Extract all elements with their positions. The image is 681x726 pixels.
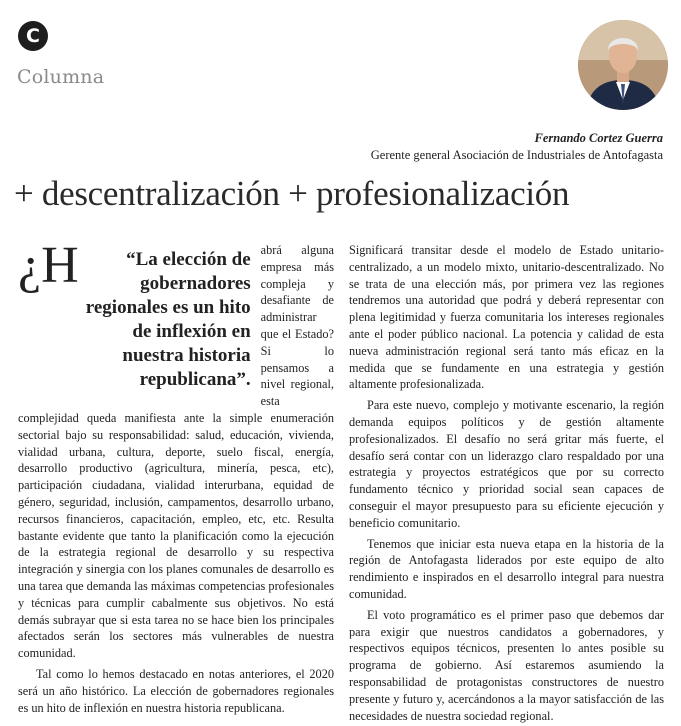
author-role: Gerente general Asociación de Industriales de Antofagasta bbox=[370, 148, 663, 162]
paragraph: El voto programático es el primer paso que debemos dar para exigir que nuestros candidatos a gobernadores, y respectivos equipos técnicos, presenten lo antes posible su programa de gobierno. Así estaremos asumiendo la responsabilidad de protagonistas constructores de nuestro presente y futuro y, acercándonos a la mayor satisfacción de las necesidades de nuestra sociedad regional. bbox=[349, 607, 664, 723]
article-headline: + descentralización + profesionalización bbox=[14, 174, 570, 213]
author-byline bbox=[371, 130, 663, 164]
paragraph: Tenemos que iniciar esta nueva etapa en la historia de la región de Antofagasta liderados por este equipo de alto rendimiento e inspirados en el desarrollo integral para nuestra comunidad. bbox=[349, 536, 664, 601]
article-column-right bbox=[349, 242, 664, 724]
author-photo bbox=[578, 20, 668, 110]
drop-cap: ¿H bbox=[18, 237, 79, 294]
article-column-left bbox=[18, 237, 334, 716]
paragraph-intro bbox=[18, 237, 334, 662]
paragraph: Tal como lo hemos destacado en notas anteriores, el 2020 será un año histórico. La elección de gobernadores regionales es un hito de inflexión en nuestra historia republicana. bbox=[18, 666, 334, 715]
author-name: Fernando Cortez Guerra bbox=[534, 131, 663, 145]
author-portrait-icon bbox=[578, 20, 668, 110]
badge-letter: C bbox=[26, 25, 40, 47]
pull-quote: “La elección de gobernadores regionales es un hito de inflexión en nuestra historia republicana”. bbox=[85, 249, 251, 390]
column-badge bbox=[18, 21, 48, 51]
section-label: Columna bbox=[17, 66, 105, 88]
paragraph-intro-text: abrá alguna empresa más compleja y desafiante de administrar que el Estado? Si lo pensamos a nivel regional, esta complejidad queda manifiesta ante la simple enumeración sectorial bajo su responsabilidad: salud, educación, vivienda, vialidad urbana, cultura, deporte, suelo fiscal, energía, desarrollo productivo (agricultura, minería, pesca, etc), participación ciudadana, vialidad interurbana, equidad de género, seguridad, inclusión, campamentos, desarrollo urbano, recursos financieros, capacitación, empleo, etc, etc. Resulta bastante evidente que tanto la planificación como la ejecución de la estrategia regional de desarrollo y su respectiva integración y sinergia con los planes comunales de desarrollo es una tarea que demanda las máximas competencias profesionales y técnicas para cumplir cabalmente sus objetivos. No está demás subrayar que si esta tarea no se hace bien los principales afectados serán los sectores más vulnerables de nuestra comunidad. bbox=[18, 243, 334, 661]
paragraph: Significará transitar desde el modelo de Estado unitario-centralizado, a un modelo mixto, unitario-descentralizado. No se trata de una elección más, por primera vez las regiones tendremos una autoridad que podrá y deberá representar con plena legitimidad y fuerza comunitaria los intereses regionales ante el poder público nacional. La potencia y calidad de esta nueva administración regional será tanto más eficaz en la medida que se fundamente en una estrategia y gestión altamente profesionalizada. bbox=[349, 243, 664, 392]
paragraph: Para este nuevo, complejo y motivante escenario, la región demanda equipos políticos y de gestión altamente profesionalizados. El desafío no será gritar más fuerte, el desafío será contar con un liderazgo claro respaldado por una estrategia y proyectos estratégicos que por su correcto fundamento técnico y prioridad social sean capaces de conseguir el mayor presupuesto para su eficiente ejecución y beneficio comunitario. bbox=[349, 398, 664, 530]
